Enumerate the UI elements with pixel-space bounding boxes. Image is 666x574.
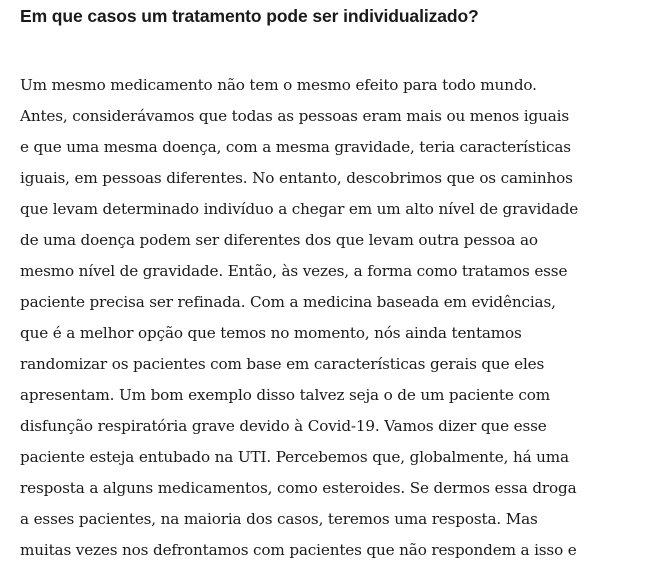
paragraph-line: mesmo nível de gravidade. Então, às vezes, a forma como tratamos esse	[20, 262, 568, 280]
paragraph-line: disfunção respiratória grave devido à Covid-19. Vamos dizer que esse	[20, 417, 547, 435]
paragraph-line: muitas vezes nos defrontamos com pacientes que não respondem a isso e	[20, 541, 577, 559]
paragraph-line: e que uma mesma doença, com a mesma gravidade, teria características	[20, 138, 571, 156]
paragraph-line: paciente esteja entubado na UTI. Percebemos que, globalmente, há uma	[20, 448, 569, 466]
paragraph-line: a esses pacientes, na maioria dos casos, teremos uma resposta. Mas	[20, 510, 538, 528]
paragraph-line: apresentam. Um bom exemplo disso talvez seja o de um paciente com	[20, 386, 550, 404]
paragraph-line: randomizar os pacientes com base em características gerais que eles	[20, 355, 545, 373]
paragraph-line: resposta a alguns medicamentos, como esteroides. Se dermos essa droga	[20, 479, 577, 497]
article-paragraph	[20, 70, 660, 566]
paragraph-line: Antes, considerávamos que todas as pessoas eram mais ou menos iguais	[20, 107, 569, 125]
paragraph-line: Um mesmo medicamento não tem o mesmo efeito para todo mundo.	[20, 76, 537, 94]
paragraph-line: que é a melhor opção que temos no momento, nós ainda tentamos	[20, 324, 522, 342]
paragraph-line: paciente precisa ser refinada. Com a medicina baseada em evidências,	[20, 293, 556, 311]
section-heading: Em que casos um tratamento pode ser individualizado?	[20, 6, 479, 26]
paragraph-line: que levam determinado indivíduo a chegar em um alto nível de gravidade	[20, 200, 579, 218]
paragraph-line: iguais, em pessoas diferentes. No entanto, descobrimos que os caminhos	[20, 169, 573, 187]
paragraph-line: de uma doença podem ser diferentes dos que levam outra pessoa ao	[20, 231, 538, 249]
